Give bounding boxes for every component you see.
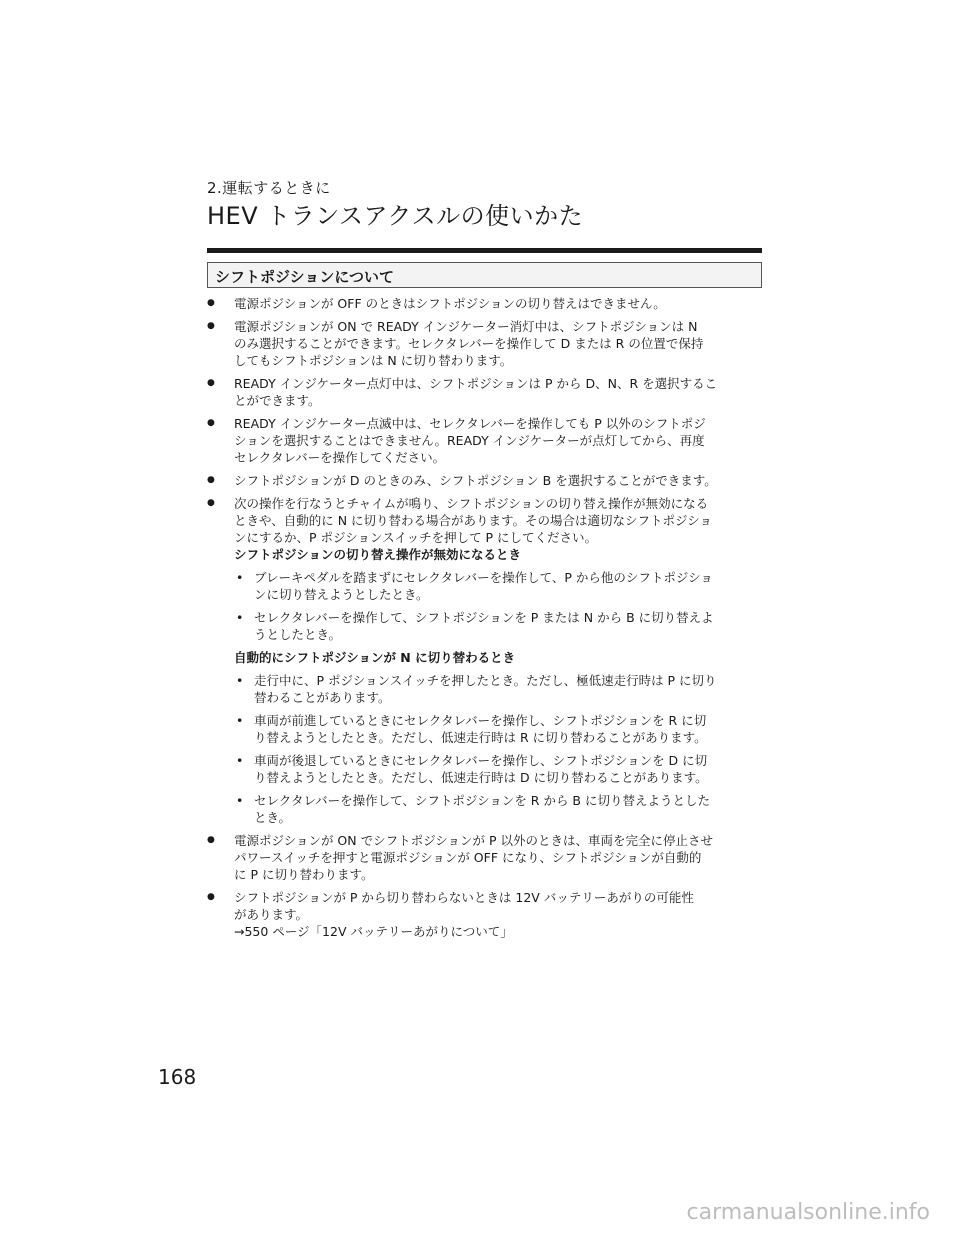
bullet-item [207, 472, 762, 489]
bullet-line: セレクタレバーを操作してください。 [234, 450, 446, 465]
sub-item [234, 569, 762, 603]
sub-line: とき。 [254, 810, 292, 825]
sub-item [234, 609, 762, 643]
sub-line: • セレクタレバーを操作して、シフトポジションを P または N から B に切り替えよ [254, 610, 714, 625]
content [207, 295, 762, 946]
page-reference-link[interactable]: →550 ページ「12V バッテリーあがりについて」 [234, 924, 513, 939]
bullet-item [207, 415, 762, 466]
sub-line: 替わることがあります。 [254, 690, 391, 705]
bullet-line: ● 次の操作を行なうとチャイムが鳴り、シフトポジションの切り替え操作が無効になる [234, 496, 709, 511]
bullet-line: してもシフトポジションは N に切り替わります。 [234, 353, 513, 368]
sub-line: うとしたとき。 [254, 627, 342, 642]
bullet-line: のみ選択することができます。セレクタレバーを操作して D または R の位置で保持 [234, 336, 704, 351]
page-title: HEV トランスアクスルの使いかた [207, 202, 584, 230]
bullet-item [207, 832, 762, 883]
sub-item [234, 712, 762, 746]
bullet-line: ● 電源ポジションが ON でシフトポジションが P 以外のときは、車両を完全に停止させ [234, 833, 713, 848]
sub-item [234, 792, 762, 826]
sub-item [234, 752, 762, 786]
section-header-box [207, 262, 762, 288]
bullet-line: ● 電源ポジションが OFF のときはシフトポジションの切り替えはできません。 [234, 296, 666, 311]
title-rule [207, 248, 762, 253]
page-number: 168 [158, 1065, 197, 1089]
sub-line: • セレクタレバーを操作して、シフトポジションを R から B に切り替えようとした [254, 793, 710, 808]
bullet-line: ときや、自動的に N に切り替わる場合があります。その場合は適切なシフトポジショ [234, 513, 712, 528]
bullet-item [207, 295, 762, 312]
sub-line: り替えようとしたとき。ただし、低速走行時は D に切り替わることがあります。 [254, 770, 708, 785]
sub-line: • ブレーキペダルを踏まずにセレクタレバーを操作して、P から他のシフトポジショ [254, 570, 713, 585]
bullet-line: ンにするか、P ポジションスイッチを押して P にしてください。 [234, 530, 598, 545]
bullet-item [207, 318, 762, 369]
bullet-line: とができます。 [234, 393, 321, 408]
bullet-line: パワースイッチを押すと電源ポジションが OFF になり、シフトポジションが自動的 [234, 850, 702, 865]
sub-line: • 車両が後退しているときにセレクタレバーを操作し、シフトポジションを D に切 [254, 753, 708, 768]
bullet-line: に P に切り替わります。 [234, 867, 374, 882]
auto-switch-heading: 自動的にシフトポジションが N に切り替わるとき [234, 650, 516, 665]
section-title: シフトポジションについて [215, 268, 395, 286]
sub-line: り替えようとしたとき。ただし、低速走行時は R に切り替わることがあります。 [254, 730, 707, 745]
chapter-heading: 2.運転するときに [207, 179, 331, 197]
watermark: carmanualsonline.info [686, 1200, 930, 1225]
sub-line: • 走行中に、P ポジションスイッチを押したとき。ただし、極低速走行時は P に切り [254, 673, 717, 688]
bullet-item [207, 495, 762, 826]
bullet-line: ● シフトポジションが D のときのみ、シフトポジション B を選択することができます。 [234, 473, 717, 488]
invalid-operation-heading: シフトポジションの切り替え操作が無効になるとき [234, 547, 521, 562]
bullet-item [207, 375, 762, 409]
bullet-line: ● READY インジケーター点灯中は、シフトポジションは P から D、N、R を選択するこ [234, 376, 718, 391]
bullet-line: ● 電源ポジションが ON で READY インジケーター消灯中は、シフトポジションは N [234, 319, 698, 334]
bullet-line: ● シフトポジションが P から切り替わらないときは 12V バッテリーあがりの可能性 [234, 890, 694, 905]
bullet-line: ションを選択することはできません。READY インジケーターが点灯してから、再度 [234, 433, 705, 448]
bullet-line: ● READY インジケーター点滅中は、セレクタレバーを操作しても P 以外のシフトポジ [234, 416, 706, 431]
bullet-line: があります。 [234, 907, 309, 922]
bullet-item [207, 889, 762, 940]
sub-line: ンに切り替えようとしたとき。 [254, 587, 429, 602]
sub-item [234, 672, 762, 706]
sub-line: • 車両が前進しているときにセレクタレバーを操作し、シフトポジションを R に切 [254, 713, 707, 728]
